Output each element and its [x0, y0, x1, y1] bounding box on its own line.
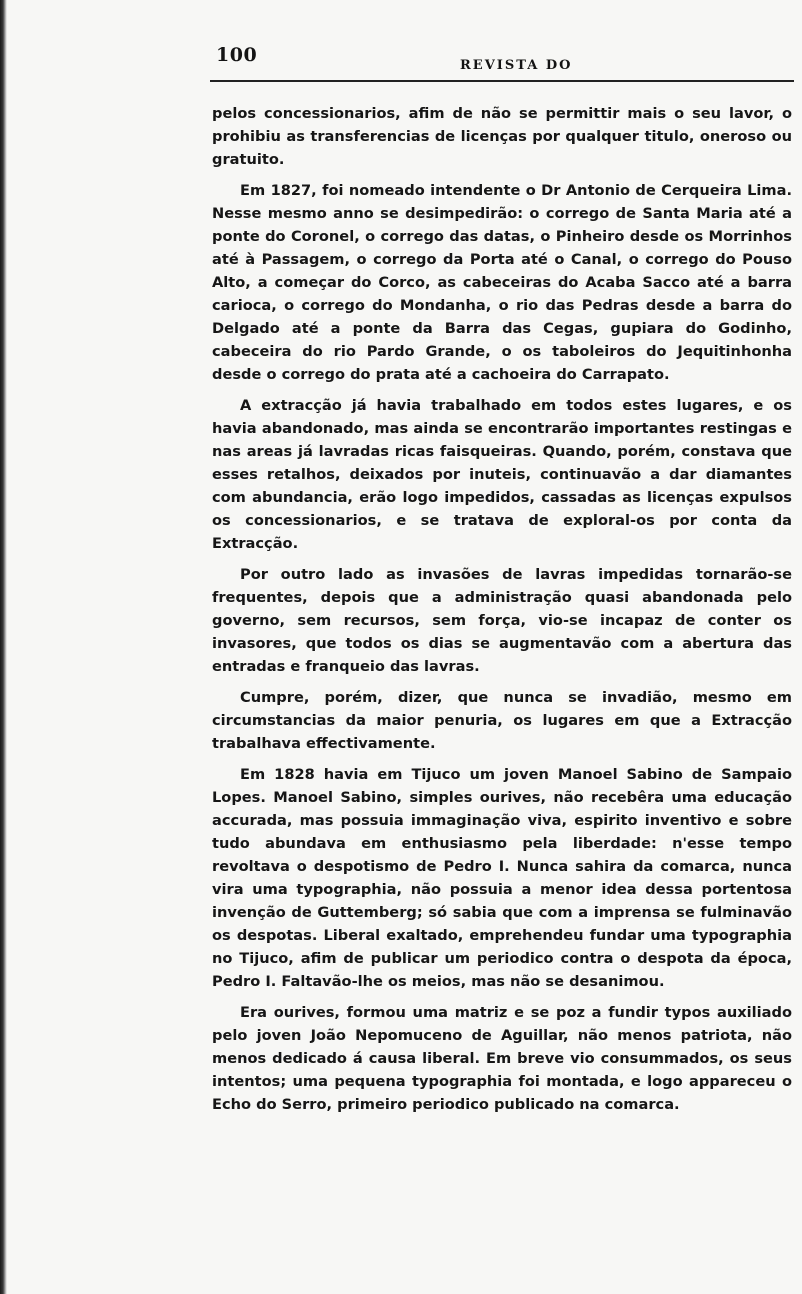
scan-edge: [0, 0, 7, 1294]
paragraph: Em 1828 havia em Tijuco um joven Manoel Sabino de Sampaio Lopes. Manoel Sabino, simples ourives, não recebêra uma educação accurada, mas possuia immaginação viva, espirito inventivo e sobre tudo abundava em enthusiasmo pela liberdade: n'esse tempo revoltava o despotismo de Pedro I. Nunca sahira da comarca, nunca vira uma typographia, não possuia a menor idea dessa portentosa invenção de Guttemberg; só sabia que com a imprensa se fulminavão os despotas. Liberal exaltado, emprehendeu fundar uma typographia no Tijuco, afim de publicar um periodico contra o despota da época, Pedro I. Faltavão-lhe os meios, mas não se desanimou.: [212, 766, 792, 990]
running-head: REVISTA DO: [460, 58, 573, 73]
paragraph: Cumpre, porém, dizer, que nunca se invadião, mesmo em circumstancias da maior penuria, os lugares em que a Extracção trabalhava effectivamente.: [212, 689, 792, 752]
paragraph: Em 1827, foi nomeado intendente o Dr Antonio de Cerqueira Lima. Nesse mesmo anno se desimpedirão: o corrego de Santa Maria até a ponte do Coronel, o corrego das datas, o Pinheiro desde os Morrinhos até à Passagem, o corrego da Porta até o Canal, o corrego do Pouso Alto, a começar do Corco, as cabeceiras do Acaba Sacco até a barra carioca, o corrego do Mondanha, o rio das Pedras desde a barra do Delgado até a ponte da Barra das Cegas, gupiara do Godinho, cabeceira do rio Pardo Grande, o os taboleiros do Jequitinhonha desde o corrego do prata até a cachoeira do Carrapato.: [212, 182, 792, 383]
paragraph: pelos concessionarios, afim de não se permittir mais o seu lavor, o prohibiu as transferencias de licenças por qualquer titulo, oneroso ou gratuito.: [212, 105, 792, 168]
book-page: [190, 36, 794, 1276]
page-number: 100: [216, 44, 258, 66]
body-text: [212, 102, 792, 1124]
paragraph: A extracção já havia trabalhado em todos estes lugares, e os havia abandonado, mas ainda se encontrarão importantes restingas e nas areas já lavradas ricas faisqueiras. Quando, porém, constava que esses retalhos, deixados por inuteis, continuavão a dar diamantes com abundancia, erão logo impedidos, cassadas as licenças expulsos os concessionarios, e se tratava de exploral-os por conta da Extracção.: [212, 397, 792, 552]
header-rule: [210, 80, 794, 82]
paragraph: Era ourives, formou uma matriz e se poz a fundir typos auxiliado pelo joven João Nepomuceno de Aguillar, não menos patriota, não menos dedicado á causa liberal. Em breve vio consummados, os seus intentos; uma pequena typographia foi montada, e logo appareceu o Echo do Serro, primeiro periodico publicado na comarca.: [212, 1004, 792, 1113]
page-header: [190, 36, 794, 72]
paragraph: Por outro lado as invasões de lavras impedidas tornarão-se frequentes, depois que a administração quasi abandonada pelo governo, sem recursos, sem força, vio-se incapaz de conter os invasores, que todos os dias se augmentavão com a abertura das entradas e franqueio das lavras.: [212, 566, 792, 675]
